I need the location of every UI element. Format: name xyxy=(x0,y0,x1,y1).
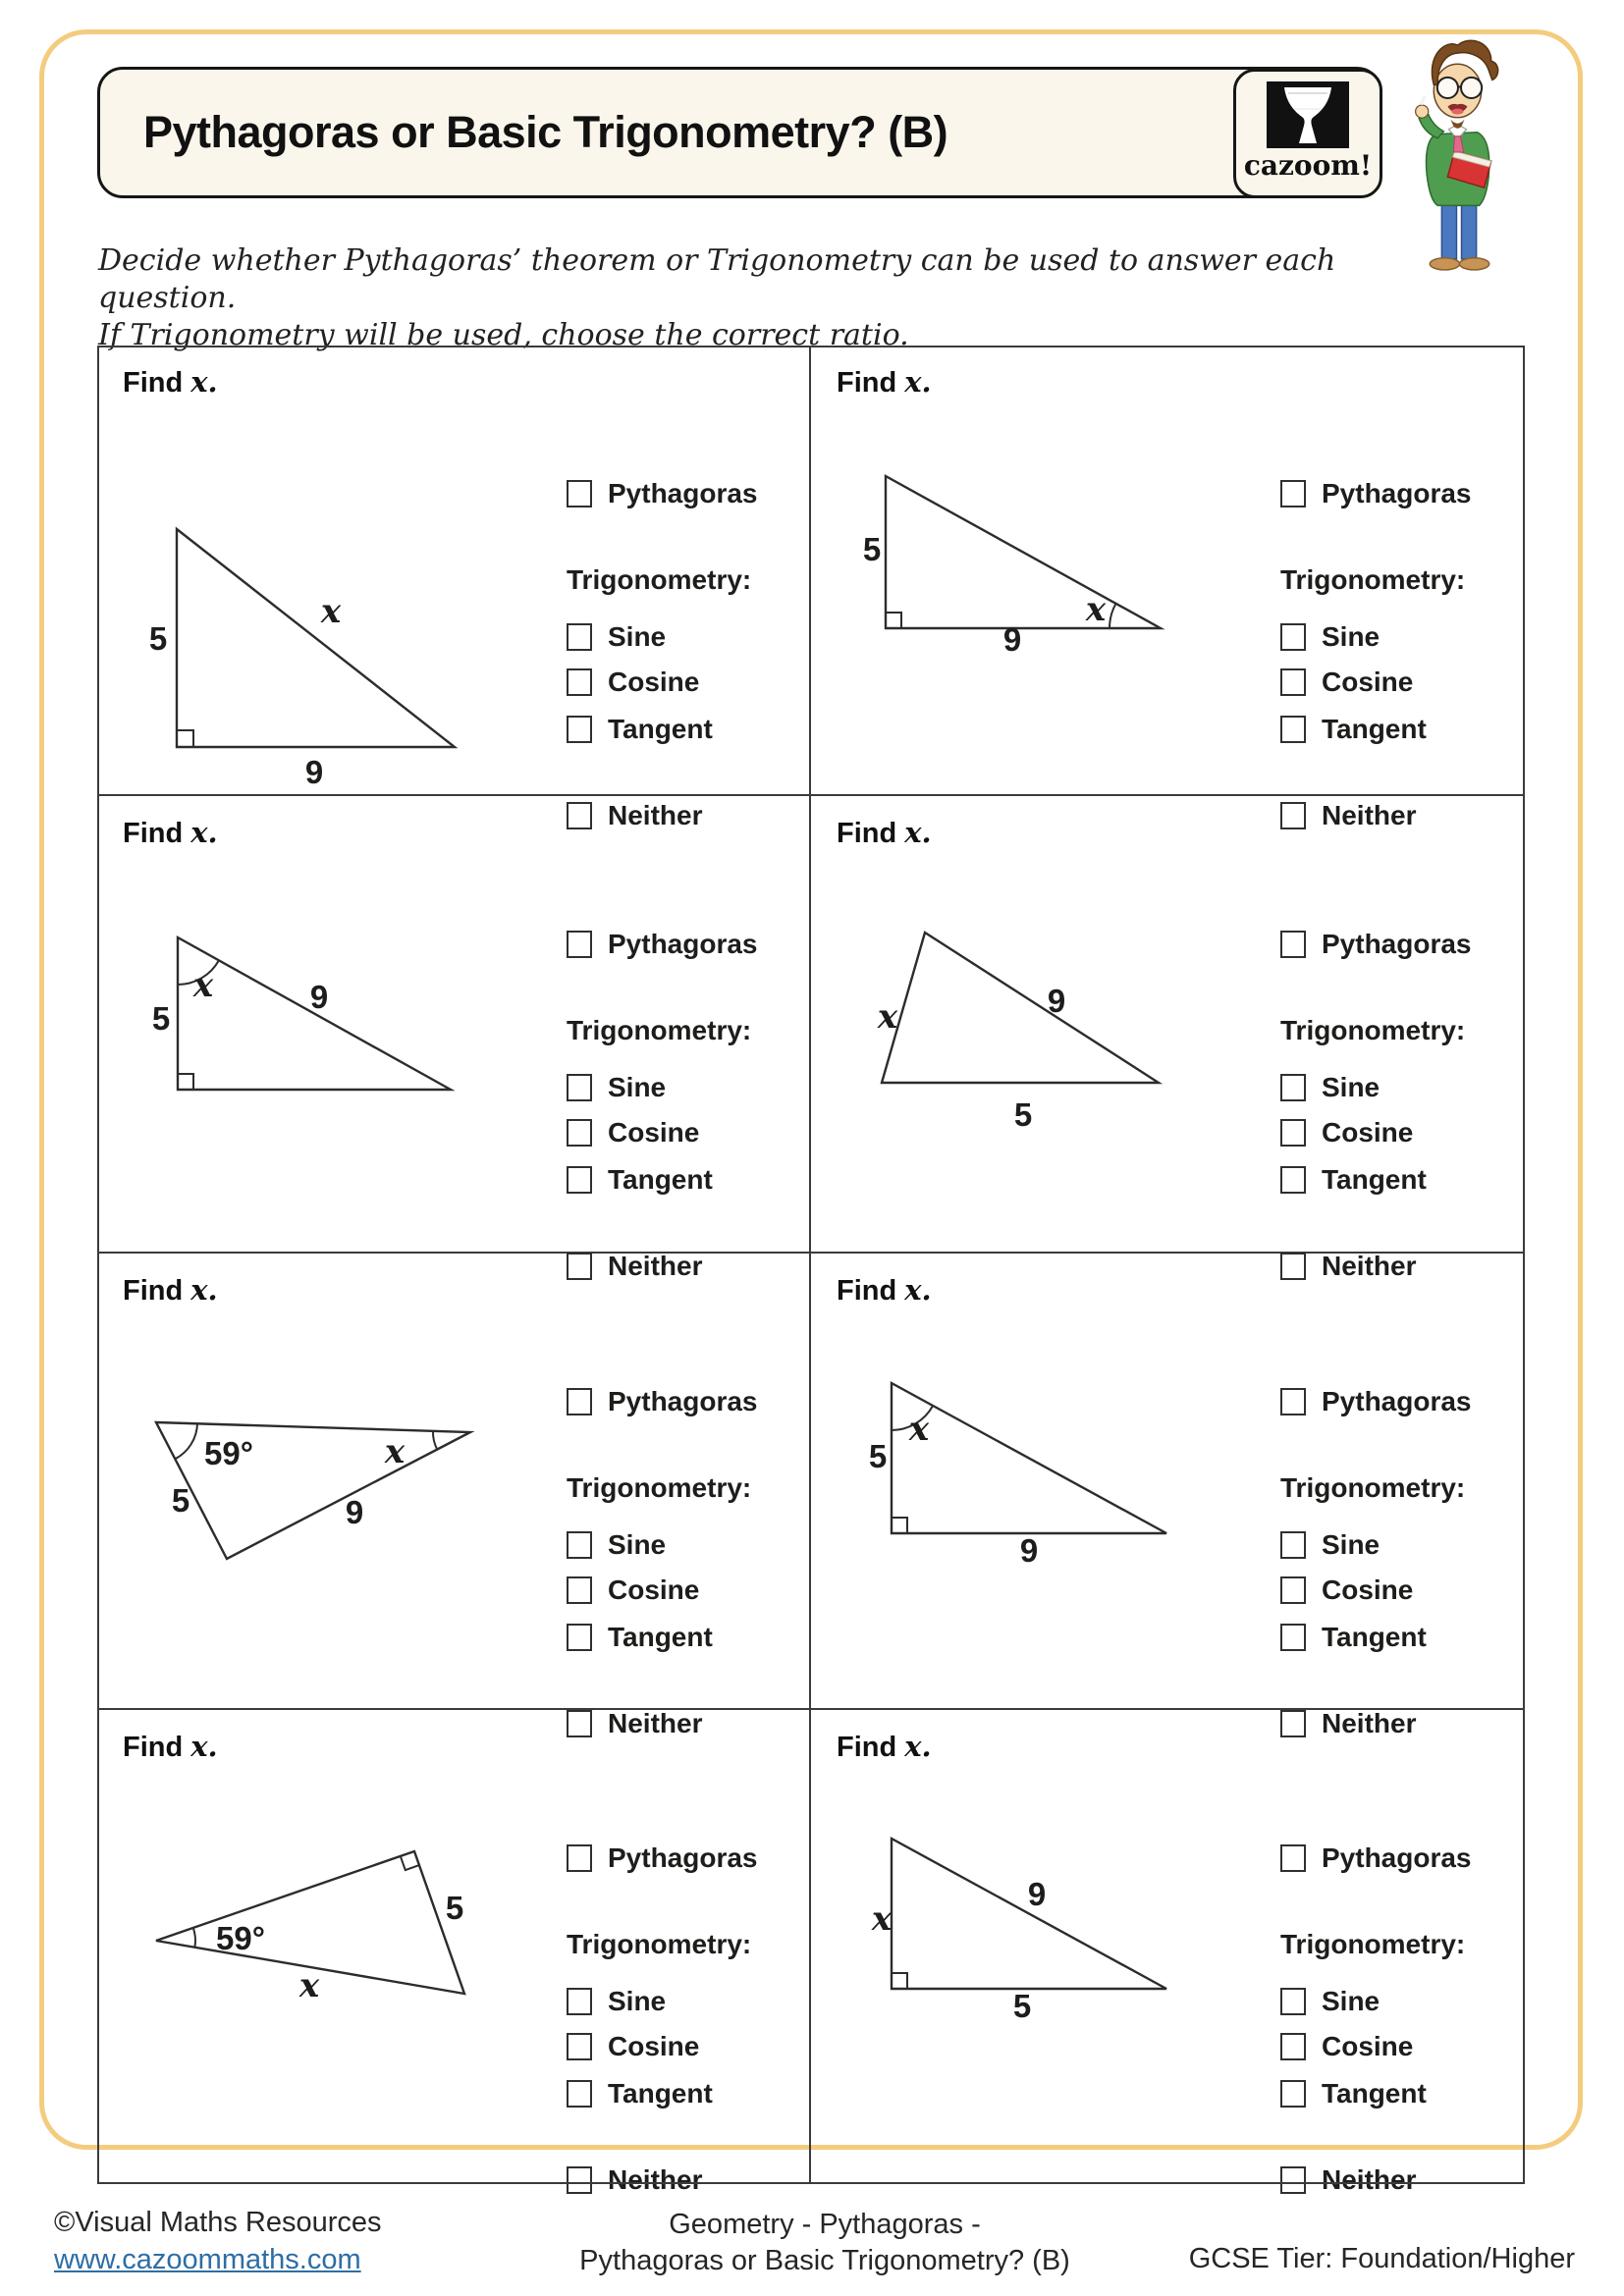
question-cell-4 xyxy=(811,796,1525,1281)
cosine-label: Cosine xyxy=(608,1117,700,1148)
neither-label: Neither xyxy=(608,2164,703,2195)
gcse-tier-label: GCSE Tier: Foundation/Higher xyxy=(1188,2243,1575,2274)
instructions xyxy=(98,242,1414,354)
tangent-label: Tangent xyxy=(608,2078,713,2109)
neither-label: Neither xyxy=(608,1251,703,1281)
cosine-label: Cosine xyxy=(1322,1575,1414,1605)
sine-label: Sine xyxy=(608,621,667,652)
tangent-label: Tangent xyxy=(608,1164,713,1195)
sine-label: Sine xyxy=(1322,621,1380,652)
neither-label: Neither xyxy=(608,800,703,830)
trigonometry-heading: Trigonometry: xyxy=(567,564,752,595)
cosine-label: Cosine xyxy=(608,2031,700,2061)
tangent-label: Tangent xyxy=(608,1622,713,1652)
svg-text:9: 9 xyxy=(1027,1876,1047,1912)
tangent-label: Tangent xyxy=(1322,714,1427,744)
page-title: Pythagoras or Basic Trigonometry? (B) xyxy=(143,107,948,157)
tangent-label: Tangent xyxy=(1322,2078,1427,2109)
svg-text:59°: 59° xyxy=(216,1920,265,1956)
tangent-label: Tangent xyxy=(608,714,713,744)
pythagoras-label: Pythagoras xyxy=(1322,1842,1472,1873)
neither-label: Neither xyxy=(1322,1251,1417,1281)
teacher-illustration xyxy=(1398,35,1522,283)
tangent-checkbox[interactable] xyxy=(1280,1166,1306,1194)
copyright-text: ©Visual Maths Resources xyxy=(54,2207,382,2238)
footer-sheet-title: Pythagoras or Basic Trigonometry? (B) xyxy=(579,2245,1070,2276)
cosine-label: Cosine xyxy=(1322,1117,1414,1148)
pythagoras-label: Pythagoras xyxy=(608,1842,758,1873)
cosine-checkbox[interactable] xyxy=(567,1576,592,1604)
sine-checkbox[interactable] xyxy=(567,1074,592,1101)
sine-checkbox[interactable] xyxy=(567,1531,592,1559)
svg-text:9: 9 xyxy=(345,1494,364,1530)
cosine-label: Cosine xyxy=(608,1575,700,1605)
trigonometry-heading: Trigonometry: xyxy=(1280,564,1466,595)
trigonometry-heading: Trigonometry: xyxy=(567,1472,752,1503)
find-x-label: Find x. xyxy=(837,816,932,849)
cosine-checkbox[interactable] xyxy=(567,1119,592,1147)
pythagoras-label: Pythagoras xyxy=(608,1386,758,1416)
sine-checkbox[interactable] xyxy=(567,1988,592,2015)
sine-label: Sine xyxy=(608,1072,667,1102)
svg-text:5: 5 xyxy=(868,1438,888,1474)
svg-text:9: 9 xyxy=(1047,983,1066,1019)
trigonometry-heading: Trigonometry: xyxy=(567,1929,752,1959)
answer-options xyxy=(1280,1842,1521,2225)
find-x-label: Find x. xyxy=(837,1730,932,1763)
svg-text:5: 5 xyxy=(148,620,168,657)
neither-checkbox[interactable] xyxy=(567,2166,592,2194)
sine-checkbox[interactable] xyxy=(1280,623,1306,651)
trigonometry-heading: Trigonometry: xyxy=(567,1015,752,1045)
question-cell-5 xyxy=(97,1254,811,1738)
svg-text:5: 5 xyxy=(445,1890,464,1926)
cosine-checkbox[interactable] xyxy=(1280,2033,1306,2060)
question-cell-1 xyxy=(97,346,811,830)
svg-text:5: 5 xyxy=(1012,1988,1032,2024)
sine-checkbox[interactable] xyxy=(1280,1531,1306,1559)
pythagoras-checkbox[interactable] xyxy=(1280,1388,1306,1415)
instructions-line-1: Decide whether Pythagoras’ theorem or Trigonometry can be used to answer each question. xyxy=(98,243,1336,315)
sine-label: Sine xyxy=(608,1986,667,2016)
tangent-checkbox[interactable] xyxy=(567,1166,592,1194)
find-x-label: Find x. xyxy=(837,365,932,399)
answer-options xyxy=(567,1842,807,2225)
trigonometry-heading: Trigonometry: xyxy=(1280,1472,1466,1503)
website-link[interactable]: www.cazoommaths.com xyxy=(54,2244,361,2275)
pythagoras-label: Pythagoras xyxy=(608,929,758,959)
pythagoras-checkbox[interactable] xyxy=(567,931,592,958)
pythagoras-checkbox[interactable] xyxy=(1280,1844,1306,1872)
sine-label: Sine xyxy=(608,1529,667,1560)
svg-text:x: x xyxy=(908,1410,930,1449)
svg-text:x: x xyxy=(298,1966,320,2005)
neither-label: Neither xyxy=(608,1708,703,1738)
neither-label: Neither xyxy=(1322,800,1417,830)
svg-text:x: x xyxy=(320,592,342,631)
cosine-label: Cosine xyxy=(608,667,700,697)
svg-text:9: 9 xyxy=(309,979,329,1015)
svg-text:5: 5 xyxy=(151,1000,171,1037)
trigonometry-heading: Trigonometry: xyxy=(1280,1015,1466,1045)
sine-label: Sine xyxy=(1322,1072,1380,1102)
svg-text:5: 5 xyxy=(862,531,882,567)
find-x-label: Find x. xyxy=(837,1273,932,1307)
svg-text:x: x xyxy=(871,1899,893,1939)
sine-checkbox[interactable] xyxy=(1280,1074,1306,1101)
tangent-checkbox[interactable] xyxy=(1280,2080,1306,2108)
pythagoras-label: Pythagoras xyxy=(1322,929,1472,959)
cosine-checkbox[interactable] xyxy=(567,668,592,696)
tangent-checkbox[interactable] xyxy=(1280,716,1306,743)
cosine-checkbox[interactable] xyxy=(567,2033,592,2060)
tangent-label: Tangent xyxy=(1322,1622,1427,1652)
worksheet-grid xyxy=(97,346,1525,2195)
question-cell-6 xyxy=(811,1254,1525,1738)
tangent-checkbox[interactable] xyxy=(567,2080,592,2108)
cosine-label: Cosine xyxy=(1322,667,1414,697)
cosine-checkbox[interactable] xyxy=(1280,668,1306,696)
pythagoras-checkbox[interactable] xyxy=(567,480,592,507)
neither-label: Neither xyxy=(1322,2164,1417,2195)
question-cell-8 xyxy=(811,1710,1525,2195)
svg-text:5: 5 xyxy=(171,1482,190,1519)
sine-label: Sine xyxy=(1322,1986,1380,2016)
pythagoras-label: Pythagoras xyxy=(1322,1386,1472,1416)
pythagoras-checkbox[interactable] xyxy=(567,1388,592,1415)
find-x-label: Find x. xyxy=(123,1273,218,1307)
sine-checkbox[interactable] xyxy=(567,623,592,651)
sine-checkbox[interactable] xyxy=(1280,1988,1306,2015)
cosine-checkbox[interactable] xyxy=(1280,1119,1306,1147)
svg-text:x: x xyxy=(1085,590,1107,629)
question-cell-2 xyxy=(811,346,1525,830)
pythagoras-checkbox[interactable] xyxy=(1280,480,1306,507)
sine-label: Sine xyxy=(1322,1529,1380,1560)
tangent-checkbox[interactable] xyxy=(567,716,592,743)
svg-text:9: 9 xyxy=(304,754,324,790)
pythagoras-label: Pythagoras xyxy=(1322,478,1472,508)
tangent-checkbox[interactable] xyxy=(567,1624,592,1651)
svg-text:x: x xyxy=(192,966,214,1005)
tangent-label: Tangent xyxy=(1322,1164,1427,1195)
neither-label: Neither xyxy=(1322,1708,1417,1738)
question-cell-3 xyxy=(97,796,811,1281)
svg-text:59°: 59° xyxy=(204,1435,253,1471)
svg-text:9: 9 xyxy=(1002,621,1022,658)
pythagoras-label: Pythagoras xyxy=(608,478,758,508)
svg-text:x: x xyxy=(384,1432,406,1471)
find-x-label: Find x. xyxy=(123,1730,218,1763)
svg-text:5: 5 xyxy=(1013,1096,1033,1133)
pythagoras-checkbox[interactable] xyxy=(1280,931,1306,958)
instructions-line-2: If Trigonometry will be used, choose the correct ratio. xyxy=(98,318,909,352)
find-x-label: Find x. xyxy=(123,816,218,849)
logo-wordmark: cazoom! xyxy=(1243,149,1373,182)
drum-icon xyxy=(1265,81,1351,150)
question-cell-7 xyxy=(97,1710,811,2195)
footer-topic-line: Geometry - Pythagoras - xyxy=(669,2209,981,2240)
cosine-label: Cosine xyxy=(1322,2031,1414,2061)
find-x-label: Find x. xyxy=(123,365,218,399)
pythagoras-checkbox[interactable] xyxy=(567,1844,592,1872)
trigonometry-heading: Trigonometry: xyxy=(1280,1929,1466,1959)
title-box xyxy=(97,67,1382,198)
cosine-checkbox[interactable] xyxy=(1280,1576,1306,1604)
neither-checkbox[interactable] xyxy=(1280,2166,1306,2194)
svg-text:x: x xyxy=(877,997,898,1037)
cazoom-logo xyxy=(1233,69,1382,198)
svg-text:9: 9 xyxy=(1019,1532,1039,1569)
tangent-checkbox[interactable] xyxy=(1280,1624,1306,1651)
